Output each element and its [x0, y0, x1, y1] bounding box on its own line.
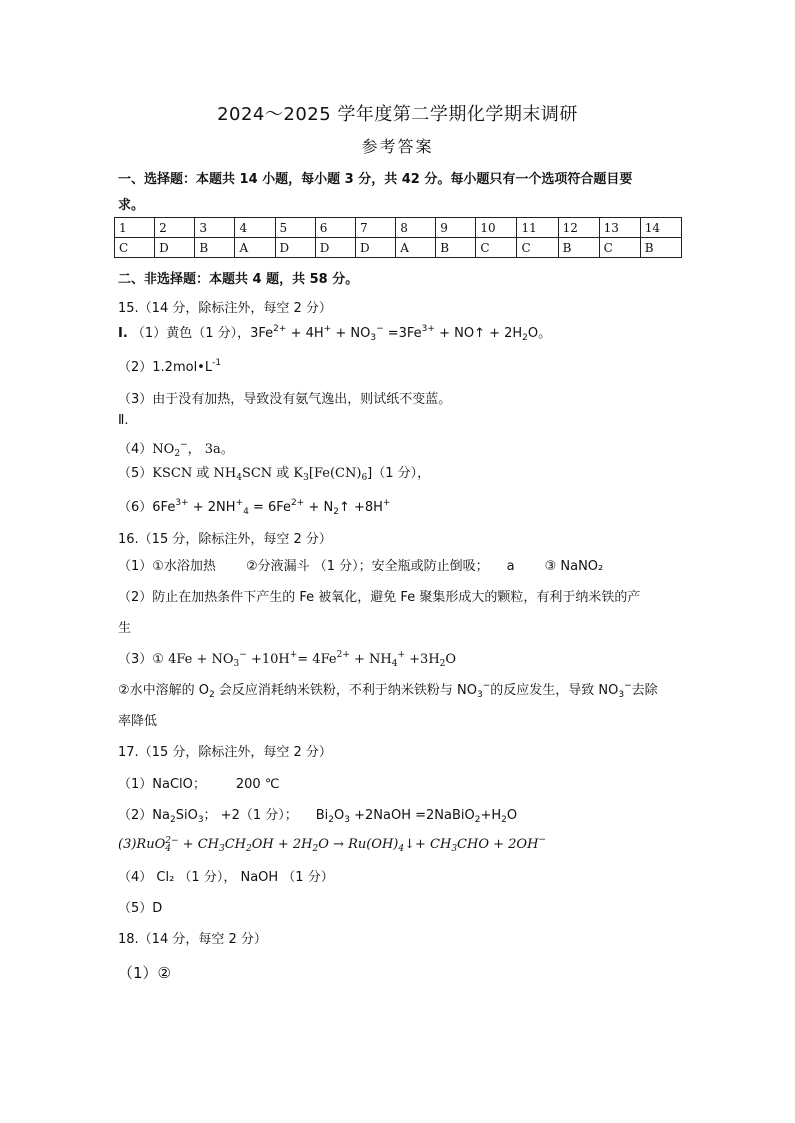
q16-answer-3 — [118, 648, 456, 669]
q16-a1-part-c: a — [506, 559, 515, 574]
eq-text: O — [334, 808, 345, 823]
eq-text: = 4Fe — [297, 652, 337, 667]
eq-sup: − — [624, 681, 632, 691]
question-number-cell: 4 — [235, 218, 275, 238]
q15-part1-label: I. — [118, 326, 128, 341]
eq-sub: 2 — [333, 507, 339, 517]
eq-text: ； +2（1 分）； — [203, 808, 298, 823]
eq-sup: 3+ — [421, 324, 435, 334]
eq-text: 6Fe — [152, 500, 176, 515]
answer-cell: B — [558, 238, 599, 258]
q17-answer-3 — [118, 835, 546, 854]
q15-a4-label: （4） — [118, 442, 153, 457]
eq-text: SiO — [175, 808, 198, 823]
eq-text: ， 3a。 — [187, 442, 234, 457]
eq-text: O — [445, 652, 457, 667]
q15-answer-2 — [118, 356, 221, 375]
eq-text: +H — [480, 808, 502, 823]
eq-text: KSCN 或 NH — [152, 466, 237, 481]
q16-a1-part-d: ③ NaNO₂ — [544, 559, 604, 574]
q15-answer-4 — [118, 438, 234, 459]
q16-answer-2-line1: （2）防止在加热条件下产生的 Fe 被氧化，避免 Fe 聚集形成大的颗粒，有利于纳米铁的产 — [118, 590, 641, 605]
section2-heading: 二、非选择题：本题共 4 题，共 58 分。 — [118, 272, 359, 287]
q15-header: 15.（14 分，除标注外，每空 2 分） — [118, 301, 332, 316]
eq-text: +3H — [405, 652, 440, 667]
q16-a3-label: （3）① — [118, 652, 164, 667]
eq-text: = 6Fe — [248, 500, 292, 515]
eq-text: 去除 — [631, 683, 658, 698]
eq-sup: − — [376, 324, 384, 334]
question-number-cell: 1 — [115, 218, 155, 238]
eq-sup: 2− — [165, 835, 179, 846]
eq-sub: 2 — [209, 690, 215, 700]
eq-text: SCN 或 K — [241, 466, 304, 481]
q17-answer-5: （5）D — [118, 901, 163, 916]
question-number-cell: 3 — [195, 218, 235, 238]
eq-text: 的反应发生，导致 NO — [490, 683, 619, 698]
q15-a5-label: （5） — [118, 466, 153, 481]
eq-text: [Fe(CN) — [308, 466, 362, 481]
question-number-cell: 13 — [599, 218, 640, 238]
q17-answer-2 — [118, 804, 517, 825]
eq-text: CHO + 2OH — [457, 837, 539, 852]
q16-answer-1 — [118, 555, 603, 574]
eq-text: + NO — [331, 326, 371, 341]
answer-table-number-row — [115, 218, 682, 238]
answer-cell: C — [599, 238, 640, 258]
q17-a3-label: (3) — [118, 837, 137, 852]
eq-sub: 3 — [197, 815, 204, 825]
eq-sub: 2 — [174, 449, 181, 459]
page-subtitle: 参考答案 — [361, 137, 434, 156]
answer-cell: D — [155, 238, 195, 258]
q15-a2-value: 1.2mol•L — [152, 360, 213, 375]
q15-a2-label: （2） — [118, 360, 153, 375]
eq-sub: 4 — [243, 507, 249, 517]
eq-sub: 4 — [236, 473, 242, 483]
eq-sub: 3 — [451, 844, 458, 854]
eq-sup: + — [289, 650, 298, 660]
question-number-cell: 9 — [436, 218, 476, 238]
eq-sup: − — [239, 650, 247, 660]
eq-text: O — [506, 808, 518, 823]
eq-sub: 2 — [474, 815, 481, 825]
answer-table-answer-row — [115, 238, 682, 258]
eq-text: ↑ +8H — [338, 500, 383, 515]
eq-text: +2NaOH =2NaBiO — [349, 808, 475, 823]
question-number-cell: 10 — [476, 218, 517, 238]
q17-a1-part-a: （1）NaClO； — [118, 777, 206, 792]
eq-text: CH — [224, 837, 247, 852]
eq-text: （2）Na — [118, 808, 170, 823]
eq-text: O。 — [527, 326, 552, 341]
eq-sup: − — [180, 440, 188, 450]
eq-sup: 3+ — [175, 498, 189, 508]
answer-cell: B — [436, 238, 476, 258]
q17-a1-part-b: 200 ℃ — [235, 777, 280, 792]
eq-text: ]（1 分）， — [367, 466, 431, 481]
eq-sub: 3 — [233, 659, 240, 669]
eq-sup: 2+ — [273, 324, 287, 334]
answer-cell: B — [195, 238, 235, 258]
answer-cell: D — [315, 238, 355, 258]
eq-sub: 4 — [398, 844, 405, 854]
eq-sub: 2 — [439, 659, 446, 669]
eq-text: ↓+ CH — [404, 837, 452, 852]
eq-text: + N — [304, 500, 334, 515]
eq-text: OH + 2H — [251, 837, 313, 852]
question-number-cell: 14 — [640, 218, 681, 238]
eq-sub: 3 — [218, 844, 225, 854]
eq-text: NO — [152, 442, 175, 457]
section1-heading-cont: 求。 — [118, 198, 145, 213]
q16-answer-4-line2: 率降低 — [118, 714, 158, 729]
q17-answer-4: （4） Cl₂ （1 分）， NaOH （1 分） — [118, 870, 334, 885]
eq-sub: 3 — [303, 473, 309, 483]
question-number-cell: 5 — [275, 218, 315, 238]
eq-supsub-stack — [165, 837, 178, 853]
eq-sup: + — [235, 498, 244, 508]
question-number-cell: 6 — [315, 218, 355, 238]
eq-sub: 6 — [361, 473, 368, 483]
eq-sub: 3 — [344, 815, 350, 825]
eq-sub: 3 — [618, 690, 625, 700]
q16-header: 16.（15 分，除标注外，每空 2 分） — [118, 532, 332, 547]
answer-cell: D — [355, 238, 395, 258]
q15-answer-6 — [118, 496, 390, 517]
question-number-cell: 2 — [155, 218, 195, 238]
eq-sup: − — [538, 835, 546, 845]
eq-text: + 4H — [286, 326, 324, 341]
answer-cell: A — [235, 238, 275, 258]
eq-sup: 2+ — [336, 650, 350, 660]
eq-text: =3Fe — [383, 326, 422, 341]
eq-sub: 2 — [169, 815, 176, 825]
q15-a1-label: （1）黄色（1 分）， — [131, 326, 251, 341]
eq-text: Bi — [315, 808, 329, 823]
answer-cell: C — [476, 238, 517, 258]
eq-text: ②水中溶解的 O — [118, 683, 210, 698]
eq-sub: 3 — [370, 333, 377, 343]
eq-sub: 2 — [501, 815, 507, 825]
answer-cell: D — [275, 238, 315, 258]
eq-text: + NH — [349, 652, 392, 667]
eq-text: 会反应消耗纳米铁粉，不利于纳米铁粉与 NO — [214, 683, 477, 698]
eq-sub: 3 — [477, 690, 483, 700]
question-number-cell: 7 — [355, 218, 395, 238]
eq-text: O → Ru(OH) — [318, 837, 399, 852]
q16-a1-part-a: （1）①水浴加热 — [118, 559, 216, 574]
q15-answer-3: （3）由于没有加热，导致没有氨气逸出，则试纸不变蓝。 — [118, 392, 452, 407]
answer-cell: B — [640, 238, 681, 258]
q18-header: 18.（14 分，每空 2 分） — [118, 932, 267, 947]
question-number-cell: 11 — [517, 218, 558, 238]
answer-cell: C — [115, 238, 155, 258]
q15-answer-1 — [118, 322, 551, 343]
eq-sup: 2+ — [291, 498, 305, 508]
answer-table — [114, 217, 682, 258]
eq-sup: -1 — [212, 358, 222, 368]
q16-a1-part-b: ②分液漏斗 （1 分）；安全瓶或防止倒吸； — [245, 559, 489, 574]
eq-text: + CH — [178, 837, 219, 852]
eq-text: + 2NH — [188, 500, 236, 515]
answer-cell: A — [396, 238, 436, 258]
q17-header: 17.（15 分，除标注外，每空 2 分） — [118, 745, 332, 760]
answer-cell: C — [517, 238, 558, 258]
q15-answer-5 — [118, 462, 430, 483]
question-number-cell: 12 — [558, 218, 599, 238]
section1-heading: 一、选择题：本题共 14 小题，每小题 3 分，共 42 分。每小题只有一个选项符合题目要 — [118, 172, 633, 187]
q16-answer-2-line2: 生 — [118, 621, 132, 636]
eq-text: + NO↑ + 2H — [434, 326, 523, 341]
eq-sub: 4 — [391, 659, 398, 669]
page-title: 2024～2025 学年度第二学期化学期末调研 — [217, 104, 578, 125]
eq-sup: + — [323, 324, 332, 334]
q18-answer-1: （1）② — [118, 964, 171, 982]
eq-text: +10H — [246, 652, 290, 667]
eq-text: 3Fe — [250, 326, 274, 341]
eq-sup: − — [482, 681, 491, 691]
eq-sub: 2 — [328, 815, 335, 825]
eq-sub: 4 — [165, 843, 171, 854]
question-number-cell: 8 — [396, 218, 436, 238]
eq-sup: + — [397, 650, 406, 660]
eq-sub: 2 — [522, 333, 528, 343]
q15-a6-label: （6） — [118, 500, 153, 515]
q15-part2-label: Ⅱ. — [118, 413, 129, 428]
eq-text: 4Fe + NO — [168, 652, 234, 667]
q17-answer-1 — [118, 773, 279, 792]
eq-text: RuO — [136, 837, 166, 852]
eq-sup: + — [382, 498, 391, 508]
q16-answer-4-line1 — [118, 679, 658, 700]
eq-sub: 2 — [312, 844, 319, 854]
eq-sub: 2 — [246, 844, 252, 854]
